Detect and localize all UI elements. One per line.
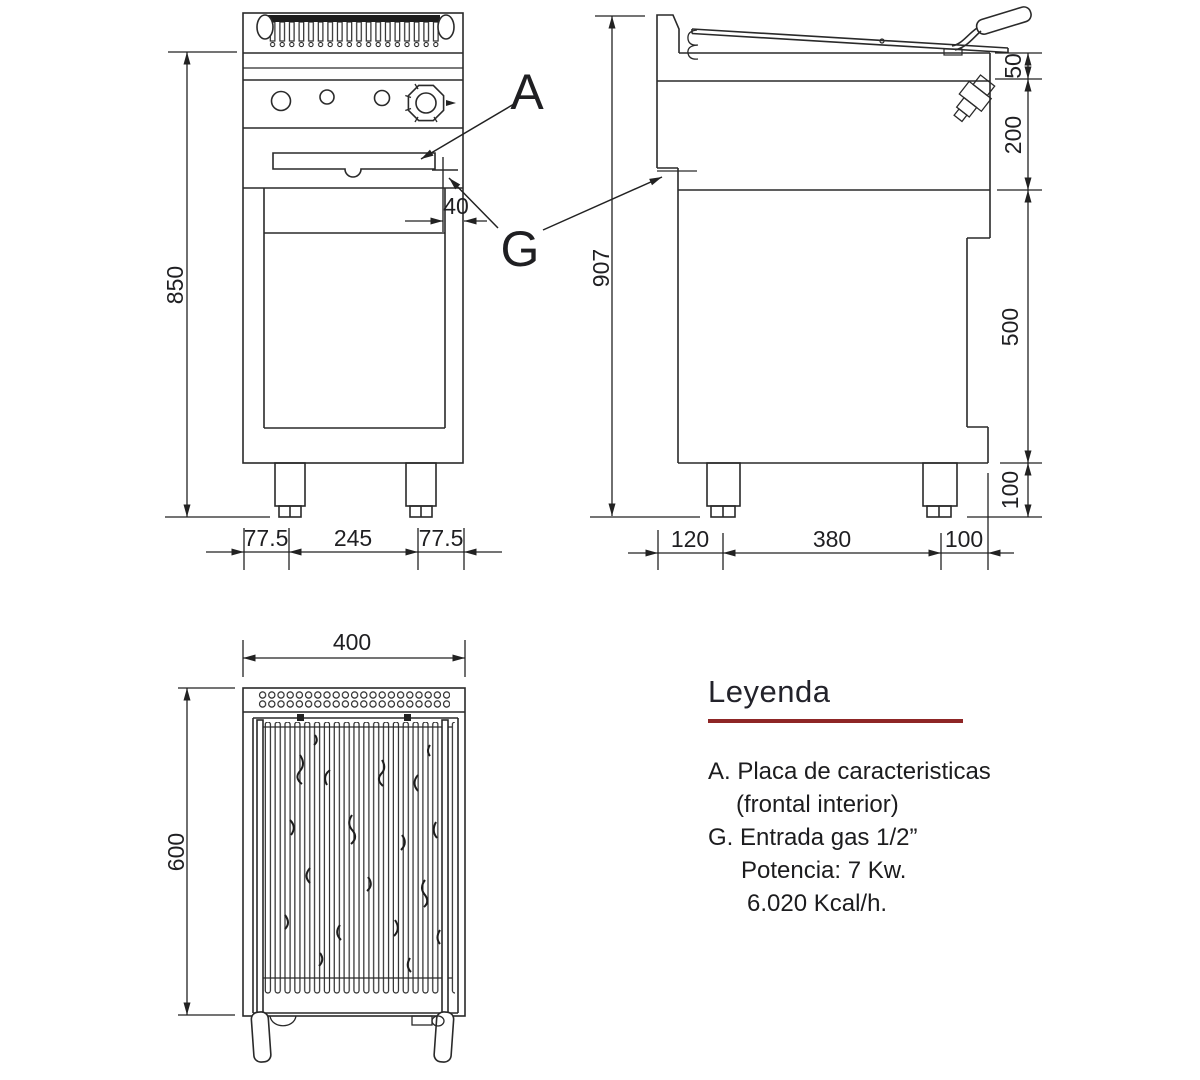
dim-side-front-offset: 120 xyxy=(670,526,710,552)
dim-front-height: 850 xyxy=(162,265,188,305)
dim-side-depth-center: 380 xyxy=(812,526,852,552)
dim-side-rear-offset: 100 xyxy=(944,526,984,552)
button-left xyxy=(320,90,334,104)
side-legs xyxy=(707,463,957,517)
callout-a-leader xyxy=(421,104,514,159)
callout-a-label: A xyxy=(510,64,544,120)
legend-item-frontal: (frontal interior) xyxy=(736,791,899,818)
dim-side-top-band: 50 xyxy=(1000,53,1026,79)
legend-item-potencia: Potencia: 7 Kw. xyxy=(741,857,907,884)
legend-item-entrada-gas: G. Entrada gas 1/2” xyxy=(708,824,918,851)
knob-pointer-icon xyxy=(446,100,456,106)
dim-plan-depth: 600 xyxy=(163,832,189,872)
legend xyxy=(708,674,1008,920)
dim-front-width-center: 245 xyxy=(333,525,373,551)
button-right xyxy=(375,91,390,106)
dim-side-body: 500 xyxy=(997,307,1023,347)
dim-front-foot-right: 77.5 xyxy=(418,525,464,551)
grate-handles xyxy=(251,1011,454,1062)
front-dimensions xyxy=(162,52,502,570)
callout-g-label: G xyxy=(500,221,540,277)
dim-side-height: 907 xyxy=(588,248,614,288)
dim-side-upper: 200 xyxy=(1000,115,1026,155)
dim-front-gas-offset: 40 xyxy=(443,193,469,219)
front-view xyxy=(243,13,463,517)
side-dimensions xyxy=(588,16,1042,570)
legend-item-kcal: 6.020 Kcal/h. xyxy=(747,890,888,917)
vent-slot xyxy=(273,153,435,177)
dim-front-foot-left: 77.5 xyxy=(243,525,289,551)
control-panel xyxy=(272,84,457,122)
pilot-knob xyxy=(272,92,291,111)
plan-view xyxy=(243,688,465,1063)
burner-row-plan xyxy=(258,690,450,710)
legend-underline xyxy=(708,719,963,723)
burner-grill-front xyxy=(257,15,454,50)
grate-plan xyxy=(253,714,458,1013)
dim-side-legs: 100 xyxy=(997,470,1023,510)
legend-items xyxy=(708,755,1008,920)
gas-valve xyxy=(947,72,999,127)
dim-plan-width: 400 xyxy=(332,629,372,655)
front-legs xyxy=(275,463,436,517)
callout-g-leader-side xyxy=(543,177,662,230)
legend-item-placa: A. Placa de caracteristicas xyxy=(708,758,991,785)
legend-title: Leyenda xyxy=(708,674,831,709)
grate-handle xyxy=(952,5,1033,50)
gas-control-knob xyxy=(405,84,456,122)
side-view xyxy=(657,5,1033,517)
grate-side-profile xyxy=(688,29,1008,59)
